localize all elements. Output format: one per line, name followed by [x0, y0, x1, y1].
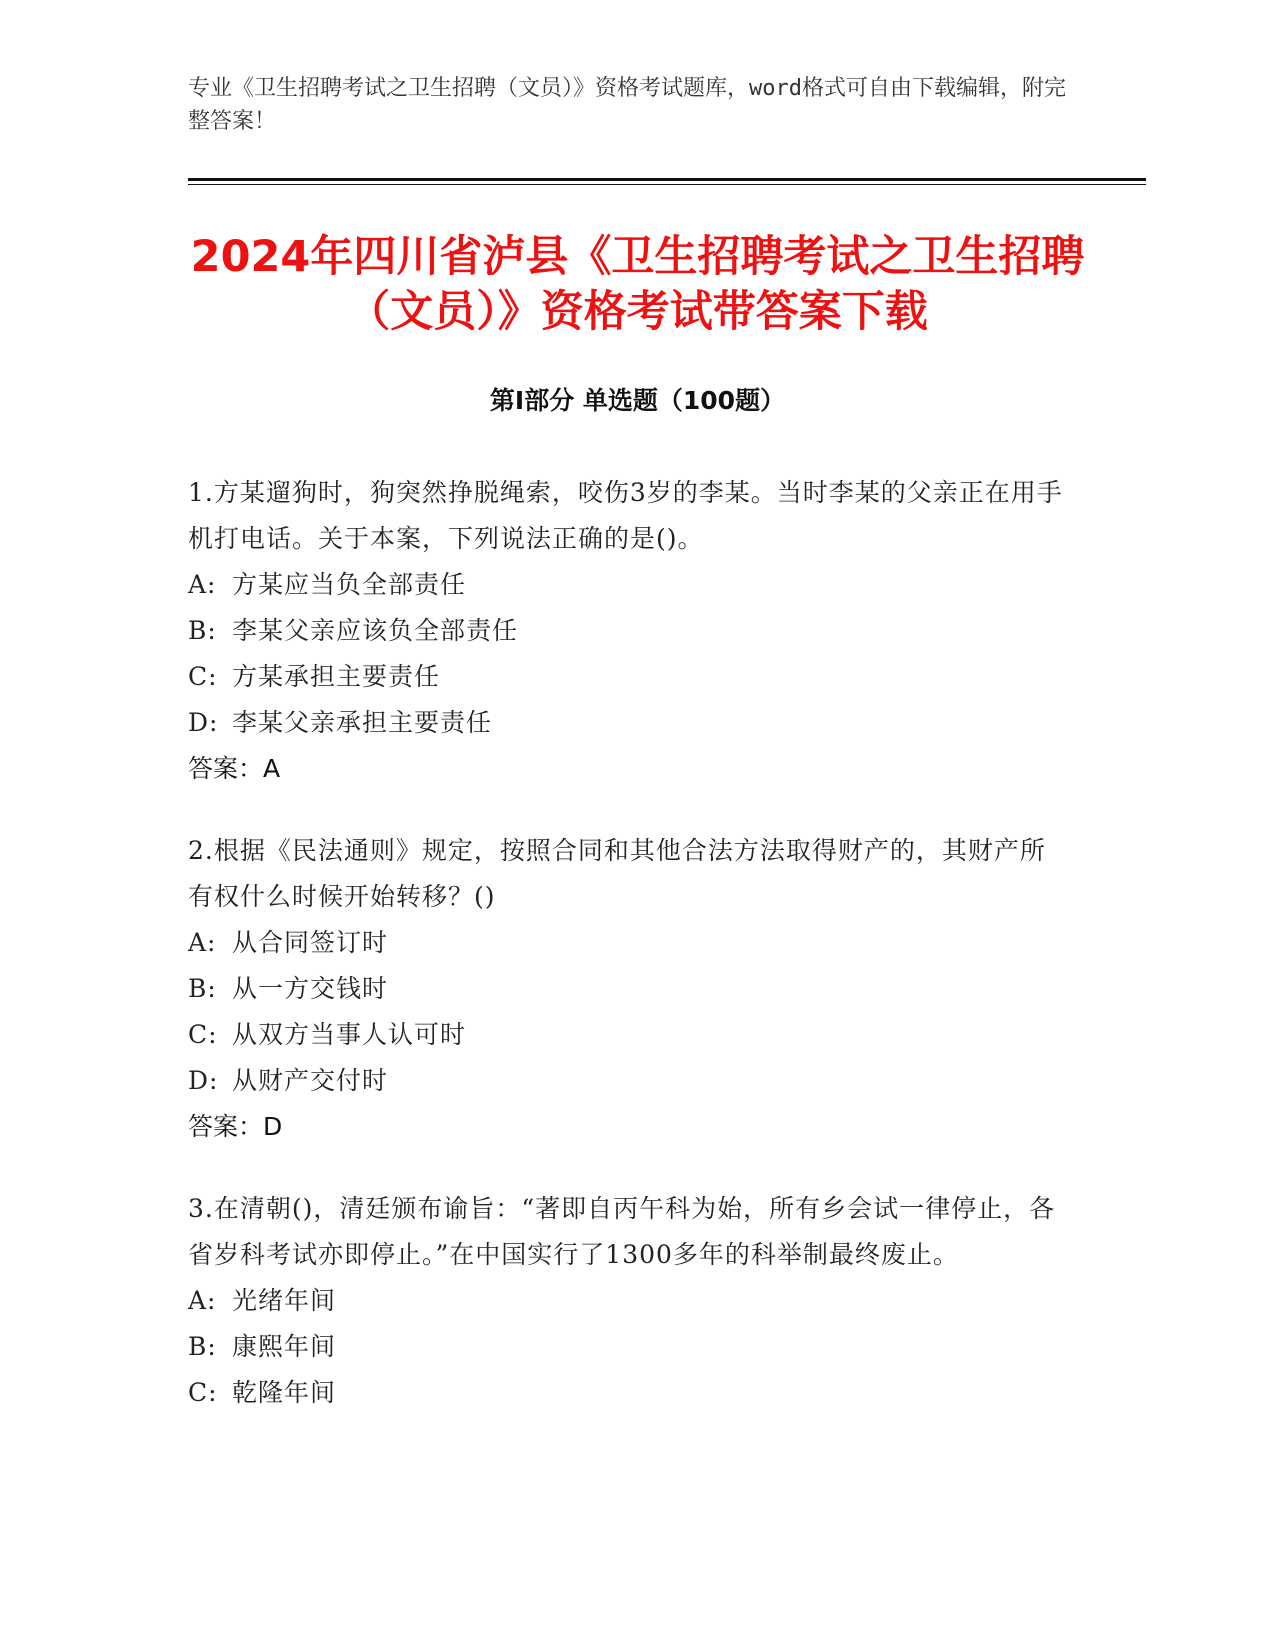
question-stem: 1.方某遛狗时，狗突然挣脱绳索，咬伤3岁的李某。当时李某的父亲正在用手机打电话。关于本案，下列说法正确的是()。 — [188, 478, 1063, 553]
option-a — [188, 1278, 1068, 1324]
option-text: 光绪年间 — [232, 1286, 337, 1315]
option-key: A: — [188, 570, 217, 599]
question-stem: 3.在清朝()，清廷颁布谕旨：“著即自丙午科为始，所有乡会试一律停止，各省岁科考试亦即停止。”在中国实行了1300多年的科举制最终废止。 — [188, 1194, 1056, 1269]
option-key: D: — [188, 708, 219, 737]
answer-line: 答案：A — [188, 754, 281, 783]
option-b — [188, 1324, 1068, 1370]
option-b — [188, 966, 1068, 1012]
option-key: C: — [188, 1020, 218, 1049]
question-list — [188, 470, 1068, 1452]
option-key: C: — [188, 1378, 218, 1407]
option-text: 从一方交钱时 — [232, 974, 389, 1003]
option-text: 李某父亲应该负全部责任 — [232, 616, 519, 645]
option-a — [188, 920, 1068, 966]
option-d — [188, 1058, 1068, 1104]
option-key: A: — [188, 1286, 217, 1315]
option-text: 方某应当负全部责任 — [232, 570, 467, 599]
option-key: A: — [188, 928, 217, 957]
header-divider-thin — [188, 184, 1146, 185]
option-c — [188, 1370, 1068, 1416]
option-d — [188, 700, 1068, 746]
option-b — [188, 608, 1068, 654]
document-title: 2024年四川省泸县《卫生招聘考试之卫生招聘（文员）》资格考试带答案下载 — [190, 232, 1085, 337]
option-c — [188, 1012, 1068, 1058]
section-title: 第Ⅰ部分 单选题（100题） — [489, 386, 786, 415]
option-key: C: — [188, 662, 218, 691]
option-text: 康熙年间 — [232, 1332, 337, 1361]
option-a — [188, 562, 1068, 608]
question-1 — [188, 470, 1068, 792]
option-text: 从合同签订时 — [232, 928, 389, 957]
option-key: B: — [188, 616, 217, 645]
option-c — [188, 654, 1068, 700]
question-3 — [188, 1186, 1068, 1416]
option-text: 李某父亲承担主要责任 — [232, 708, 493, 737]
answer-line: 答案：D — [188, 1112, 283, 1141]
header-divider-thick — [188, 178, 1146, 181]
option-text: 从财产交付时 — [232, 1066, 389, 1095]
option-text: 乾隆年间 — [232, 1378, 337, 1407]
option-key: D: — [188, 1066, 219, 1095]
option-text: 方某承担主要责任 — [232, 662, 441, 691]
option-text: 从双方当事人认可时 — [232, 1020, 467, 1049]
option-key: B: — [188, 974, 217, 1003]
header-note: 专业《卫生招聘考试之卫生招聘（文员）》资格考试题库，word格式可自由下载编辑，附完整答案！ — [188, 76, 1066, 134]
option-key: B: — [188, 1332, 217, 1361]
question-2 — [188, 828, 1068, 1150]
question-stem: 2.根据《民法通则》规定，按照合同和其他合法方法取得财产的，其财产所有权什么时候开始转移？() — [188, 836, 1046, 911]
